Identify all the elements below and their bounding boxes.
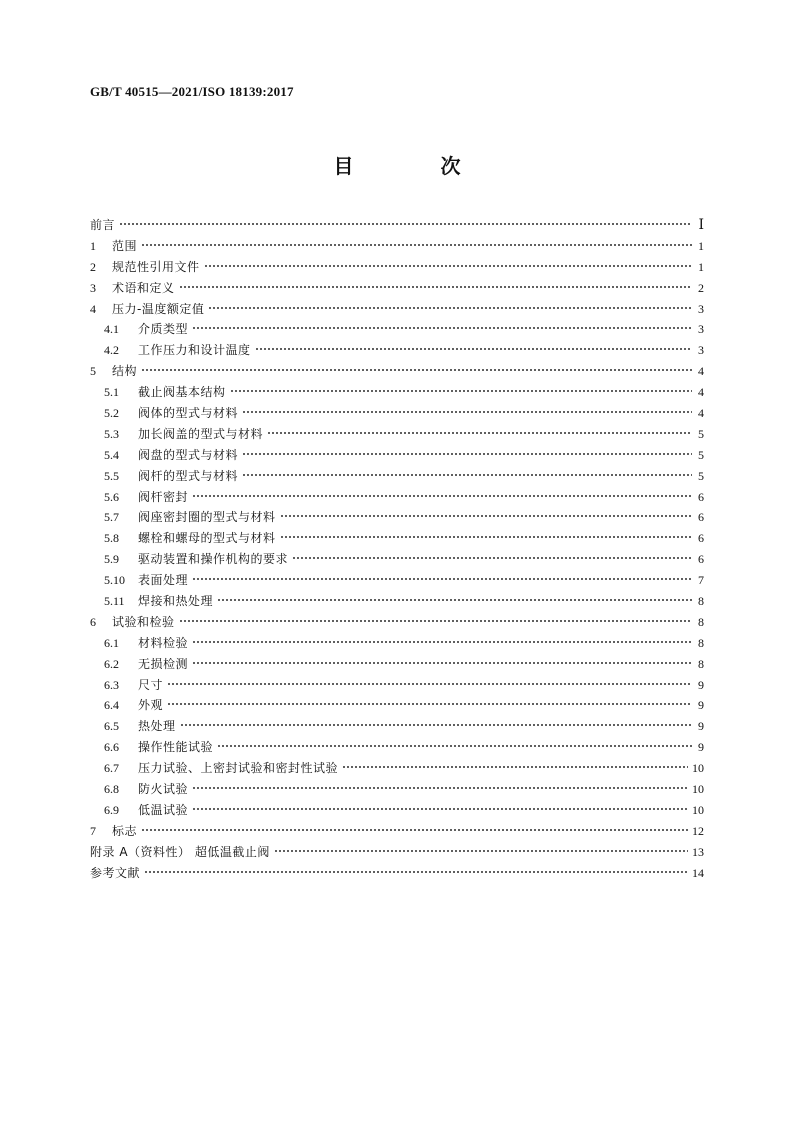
toc-entry[interactable] (90, 279, 704, 300)
toc-entry-number: 5.6 (104, 489, 119, 504)
toc-entry-number: 3 (90, 280, 96, 295)
toc-entry-page: 3 (698, 322, 704, 337)
toc-entry-page: 3 (698, 343, 704, 358)
dot-leader (342, 764, 688, 770)
toc-entry-number: 4.1 (104, 322, 119, 337)
dot-leader (280, 534, 692, 540)
dot-leader (280, 513, 692, 519)
dot-leader (179, 284, 692, 290)
dot-leader (217, 597, 692, 603)
dot-leader (274, 848, 688, 854)
toc-entry-page: Ⅰ (698, 218, 704, 233)
toc-entry-label: 阀杆的型式与材料 (138, 468, 239, 483)
dot-leader (180, 722, 692, 728)
toc-entry-label: 结构 (112, 364, 138, 379)
toc-entry-number: 2 (90, 259, 96, 274)
toc-entry[interactable] (90, 320, 704, 341)
toc-entry[interactable] (90, 613, 704, 634)
toc-entry-label: 材料检验 (138, 635, 189, 650)
toc-entry-label: 操作性能试验 (138, 740, 214, 755)
toc-entry-number: 6.9 (104, 802, 119, 817)
toc-entry-page: 6 (698, 489, 704, 504)
toc-entry-page: 7 (698, 573, 704, 588)
toc-entry-label: 附录 A（资料性） 超低温截止阀 (90, 844, 270, 859)
toc-entry[interactable] (90, 634, 704, 655)
dot-leader (192, 806, 688, 812)
dot-leader (208, 305, 692, 311)
dot-leader (292, 555, 692, 561)
toc-entry-page: 3 (698, 301, 704, 316)
toc-entry-number: 1 (90, 238, 96, 253)
dot-leader (230, 388, 692, 394)
toc-entry-label: 压力-温度额定值 (112, 301, 205, 316)
toc-entry-label: 阀杆密封 (138, 489, 189, 504)
toc-entry-number: 5.4 (104, 447, 119, 462)
toc-entry-label: 工作压力和设计温度 (138, 343, 251, 358)
toc-entry-page: 4 (698, 364, 704, 379)
toc-entry-label: 标志 (112, 823, 138, 838)
toc-entry[interactable] (90, 592, 704, 613)
toc-entry[interactable] (90, 362, 704, 383)
toc-entry-page: 9 (698, 740, 704, 755)
toc-entry[interactable] (90, 446, 704, 467)
toc-entry-number: 5.3 (104, 426, 119, 441)
toc-entry-label: 阀体的型式与材料 (138, 406, 239, 421)
toc-entry-page: 12 (692, 823, 704, 838)
dot-leader (179, 618, 692, 624)
table-of-contents (90, 216, 704, 885)
toc-entry[interactable] (90, 822, 704, 843)
toc-entry-label: 低温试验 (138, 802, 189, 817)
toc-entry-page: 9 (698, 719, 704, 734)
toc-entry-page: 5 (698, 468, 704, 483)
toc-entry-number: 6.1 (104, 635, 119, 650)
toc-entry[interactable] (90, 717, 704, 738)
toc-entry-label: 规范性引用文件 (112, 259, 200, 274)
toc-entry-page: 8 (698, 656, 704, 671)
toc-entry-number: 6.3 (104, 677, 119, 692)
dot-leader (119, 221, 692, 227)
toc-entry-label: 前言 (90, 218, 116, 232)
toc-entry-page: 9 (698, 677, 704, 692)
toc-entry-number: 6.4 (104, 698, 119, 713)
toc-entry[interactable] (90, 864, 704, 885)
toc-entry[interactable] (90, 404, 704, 425)
toc-entry[interactable] (90, 780, 704, 801)
toc-entry-label: 阀座密封圈的型式与材料 (138, 510, 276, 525)
toc-entry-number: 6 (90, 614, 96, 629)
toc-entry[interactable] (90, 300, 704, 321)
toc-entry-page: 5 (698, 447, 704, 462)
toc-entry-number: 5.10 (104, 573, 125, 588)
dot-leader (167, 681, 692, 687)
toc-entry-label: 截止阀基本结构 (138, 385, 226, 400)
toc-entry-label: 焊接和热处理 (138, 594, 214, 609)
toc-entry[interactable] (90, 383, 704, 404)
toc-entry-label: 范围 (112, 238, 138, 253)
toc-entry-page: 9 (698, 698, 704, 713)
toc-entry-page: 10 (692, 802, 704, 817)
toc-entry-number: 5.11 (104, 594, 125, 609)
toc-entry[interactable] (90, 738, 704, 759)
toc-entry[interactable] (90, 655, 704, 676)
dot-leader (242, 472, 692, 478)
toc-entry-number: 5.1 (104, 385, 119, 400)
dot-leader (192, 493, 692, 499)
toc-title: 目 次 (333, 154, 501, 178)
dot-leader (192, 785, 688, 791)
toc-entry-page: 1 (698, 259, 704, 274)
toc-entry[interactable] (90, 425, 704, 446)
dot-leader (267, 430, 692, 436)
toc-entry-page: 2 (698, 280, 704, 295)
toc-entry[interactable] (90, 258, 704, 279)
toc-entry-label: 参考文献 (90, 865, 141, 880)
toc-entry[interactable] (90, 529, 704, 550)
toc-entry-page: 4 (698, 406, 704, 421)
toc-entry-label: 热处理 (138, 719, 176, 734)
toc-entry[interactable] (90, 237, 704, 258)
dot-leader (167, 701, 692, 707)
toc-entry[interactable] (90, 759, 704, 780)
dot-leader (141, 367, 692, 373)
dot-leader (192, 576, 692, 582)
toc-entry[interactable] (90, 571, 704, 592)
dot-leader (144, 869, 688, 875)
toc-entry-label: 驱动装置和操作机构的要求 (138, 552, 289, 567)
toc-entry[interactable] (90, 467, 704, 488)
toc-entry-number: 6.6 (104, 740, 119, 755)
toc-entry-number: 4.2 (104, 343, 119, 358)
toc-entry[interactable] (90, 216, 704, 237)
toc-entry-number: 5.5 (104, 468, 119, 483)
toc-entry-label: 防火试验 (138, 782, 189, 797)
toc-entry-number: 5.2 (104, 406, 119, 421)
toc-entry-page: 6 (698, 552, 704, 567)
toc-entry-page: 6 (698, 531, 704, 546)
toc-entry-page: 10 (692, 761, 704, 776)
toc-entry-number: 5.9 (104, 552, 119, 567)
toc-entry-label: 加长阀盖的型式与材料 (138, 426, 264, 441)
toc-entry-label: 介质类型 (138, 322, 189, 337)
toc-entry-number: 6.8 (104, 782, 119, 797)
toc-entry[interactable] (90, 508, 704, 529)
toc-entry-label: 压力试验、上密封试验和密封性试验 (138, 761, 339, 776)
toc-entry[interactable] (90, 843, 704, 864)
toc-entry-page: 8 (698, 635, 704, 650)
toc-entry-number: 7 (90, 823, 96, 838)
toc-entry-number: 4 (90, 301, 96, 316)
toc-entry[interactable] (90, 488, 704, 509)
dot-leader (192, 660, 692, 666)
toc-entry-page: 8 (698, 594, 704, 609)
toc-entry-label: 尺寸 (138, 677, 164, 692)
toc-entry-page: 6 (698, 510, 704, 525)
toc-entry[interactable] (90, 676, 704, 697)
dot-leader (204, 263, 692, 269)
dot-leader (192, 325, 692, 331)
dot-leader (242, 409, 692, 415)
toc-entry-number: 5 (90, 364, 96, 379)
toc-entry-label: 阀盘的型式与材料 (138, 447, 239, 462)
dot-leader (141, 242, 692, 248)
toc-entry[interactable] (90, 550, 704, 571)
toc-entry-label: 螺栓和螺母的型式与材料 (138, 531, 276, 546)
toc-entry-number: 6.2 (104, 656, 119, 671)
toc-entry-number: 5.8 (104, 531, 119, 546)
toc-entry-label: 表面处理 (138, 573, 189, 588)
toc-entry-page: 14 (692, 865, 704, 880)
toc-entry-page: 4 (698, 385, 704, 400)
toc-entry-label: 试验和检验 (112, 614, 175, 629)
toc-entry-number: 5.7 (104, 510, 119, 525)
toc-entry-number: 6.7 (104, 761, 119, 776)
dot-leader (192, 639, 692, 645)
toc-entry-label: 外观 (138, 698, 164, 713)
toc-entry-page: 8 (698, 614, 704, 629)
dot-leader (141, 827, 688, 833)
toc-entry-page: 5 (698, 426, 704, 441)
toc-entry-page: 13 (692, 844, 704, 859)
toc-entry[interactable] (90, 801, 704, 822)
toc-entry-page: 1 (698, 238, 704, 253)
document-code: GB/T 40515—2021/ISO 18139:2017 (90, 84, 294, 99)
toc-entry-number: 6.5 (104, 719, 119, 734)
dot-leader (217, 743, 692, 749)
dot-leader (255, 346, 692, 352)
toc-entry-label: 无损检测 (138, 656, 189, 671)
toc-entry[interactable] (90, 341, 704, 362)
toc-entry-page: 10 (692, 782, 704, 797)
toc-entry-label: 术语和定义 (112, 280, 175, 295)
dot-leader (242, 451, 692, 457)
toc-entry[interactable] (90, 696, 704, 717)
